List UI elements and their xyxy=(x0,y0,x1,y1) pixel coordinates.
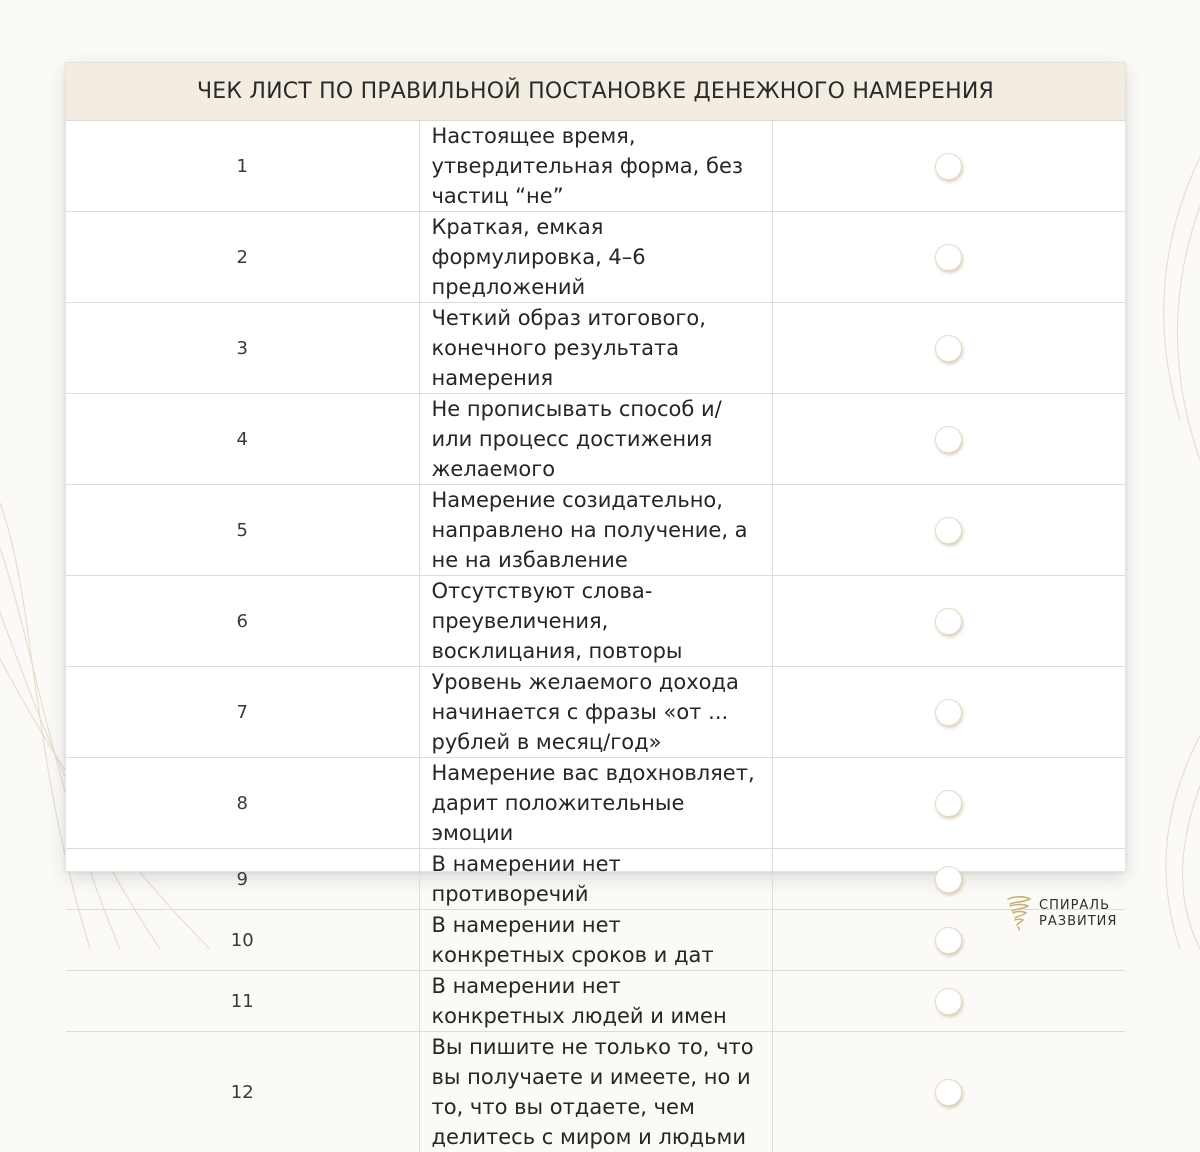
row-text: Намерение вас вдохновляет, дарит положительные эмоции xyxy=(419,758,772,849)
row-text: В намерении нет противоречий xyxy=(419,849,772,910)
checklist-table xyxy=(66,63,1125,1152)
row-checkbox-cell xyxy=(772,394,1125,485)
row-checkbox-cell xyxy=(772,758,1125,849)
brand-name-line1: СПИРАЛЬ xyxy=(1039,898,1117,914)
checkbox-circle[interactable] xyxy=(935,153,962,180)
row-checkbox-cell xyxy=(772,667,1125,758)
row-text: Настоящее время, утвердительная форма, без частиц “не” xyxy=(419,121,772,212)
row-number: 9 xyxy=(66,849,419,910)
row-text: Отсутствуют слова-преувеличения, восклицания, повторы xyxy=(419,576,772,667)
row-text: Не прописывать способ и/или процесс достижения желаемого xyxy=(419,394,772,485)
checkbox-circle[interactable] xyxy=(935,866,962,893)
row-text: Вы пишите не только то, что вы получаете и имеете, но и то, что вы отдаете, чем делитесь с миром и людьми xyxy=(419,1032,772,1152)
row-text: Намерение созидательно, направлено на получение, а не на избавление xyxy=(419,485,772,576)
row-number: 11 xyxy=(66,971,419,1032)
checkbox-circle[interactable] xyxy=(935,244,962,271)
checkbox-circle[interactable] xyxy=(935,699,962,726)
checklist-row xyxy=(66,1032,1125,1152)
row-text: Краткая, емкая формулировка, 4–6 предложений xyxy=(419,212,772,303)
checkbox-circle[interactable] xyxy=(935,608,962,635)
row-checkbox-cell xyxy=(772,121,1125,212)
row-text: В намерении нет конкретных сроков и дат xyxy=(419,910,772,971)
row-number: 1 xyxy=(66,121,419,212)
row-number: 8 xyxy=(66,758,419,849)
checklist-row xyxy=(66,910,1125,971)
checklist-row xyxy=(66,971,1125,1032)
checkbox-circle[interactable] xyxy=(935,927,962,954)
checklist-row xyxy=(66,849,1125,910)
row-number: 2 xyxy=(66,212,419,303)
checklist-card xyxy=(65,62,1126,872)
spiral-logo-icon xyxy=(1005,895,1033,931)
checkbox-circle[interactable] xyxy=(935,335,962,362)
row-number: 6 xyxy=(66,576,419,667)
checkbox-circle[interactable] xyxy=(935,988,962,1015)
checklist-row xyxy=(66,485,1125,576)
row-text: В намерении нет конкретных людей и имен xyxy=(419,971,772,1032)
row-number: 4 xyxy=(66,394,419,485)
checklist-row xyxy=(66,576,1125,667)
row-checkbox-cell xyxy=(772,1032,1125,1152)
checklist-row xyxy=(66,121,1125,212)
row-number: 7 xyxy=(66,667,419,758)
row-number: 12 xyxy=(66,1032,419,1152)
checklist-row xyxy=(66,667,1125,758)
checklist-row xyxy=(66,212,1125,303)
row-text: Четкий образ итогового, конечного результата намерения xyxy=(419,303,772,394)
checkbox-circle[interactable] xyxy=(935,790,962,817)
row-checkbox-cell xyxy=(772,971,1125,1032)
row-checkbox-cell xyxy=(772,576,1125,667)
row-text: Уровень желаемого дохода начинается с фразы «от ... рублей в месяц/год» xyxy=(419,667,772,758)
checklist-row xyxy=(66,394,1125,485)
row-checkbox-cell xyxy=(772,485,1125,576)
row-number: 10 xyxy=(66,910,419,971)
checkbox-circle[interactable] xyxy=(935,1079,962,1106)
brand-name-line2: РАЗВИТИЯ xyxy=(1039,914,1117,930)
brand-name xyxy=(1039,898,1117,930)
checkbox-circle[interactable] xyxy=(935,517,962,544)
row-number: 5 xyxy=(66,485,419,576)
checklist-row xyxy=(66,303,1125,394)
row-checkbox-cell xyxy=(772,212,1125,303)
checklist-row xyxy=(66,758,1125,849)
checklist-title: ЧЕК ЛИСТ ПО ПРАВИЛЬНОЙ ПОСТАНОВКЕ ДЕНЕЖНОГО НАМЕРЕНИЯ xyxy=(66,63,1125,121)
row-number: 3 xyxy=(66,303,419,394)
brand-logo xyxy=(1005,895,1125,935)
checkbox-circle[interactable] xyxy=(935,426,962,453)
row-checkbox-cell xyxy=(772,303,1125,394)
